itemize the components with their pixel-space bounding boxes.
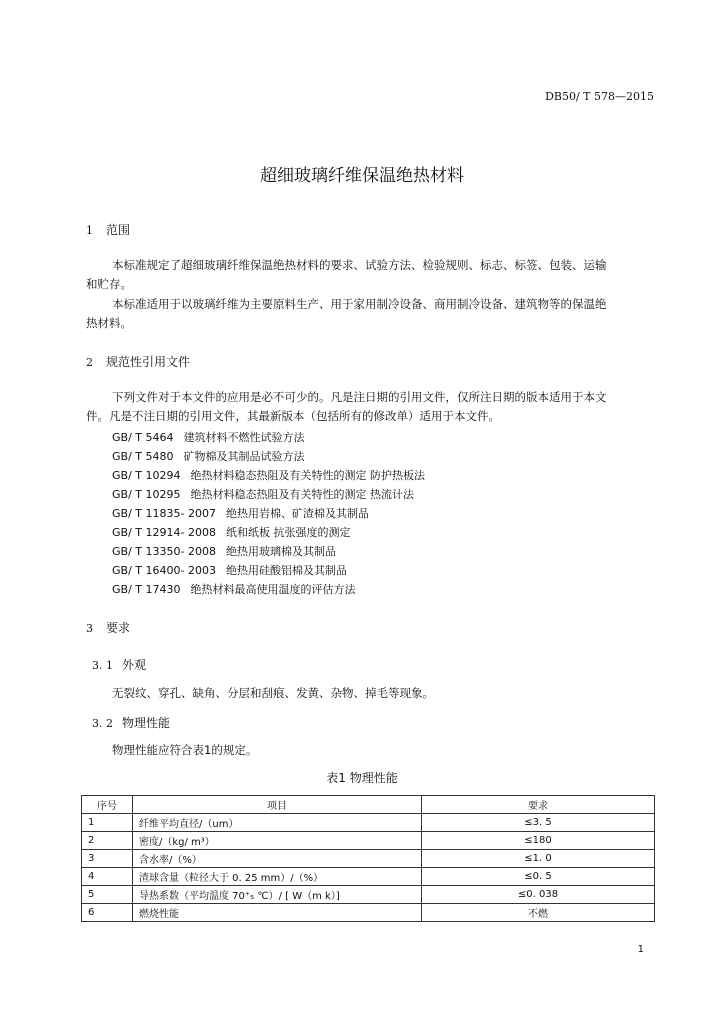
page-number: 1 xyxy=(637,944,644,955)
reference-item xyxy=(112,486,414,502)
section-1-heading xyxy=(86,221,130,238)
section-1-paragraph-1-line-1: 本标准规定了超细玻璃纤维保温绝热材料的要求、试验方法、检验规则、标志、标签、包装、运输 xyxy=(112,258,607,272)
table-cell: ≤1. 0 xyxy=(422,850,655,868)
reference-title: 绝热用玻璃棉及其制品 xyxy=(225,545,336,558)
table-row xyxy=(82,814,655,832)
section-1-paragraph-2-line-1: 本标准适用于以玻璃纤维为主要原料生产、用于家用制冷设备、商用制冷设备、建筑物等的保温绝 xyxy=(112,297,607,311)
table-cell: 渣球含量（粒径大于 0. 25 mm）/（%） xyxy=(133,868,422,886)
reference-code: GB/ T 11835- 2007 xyxy=(112,507,216,520)
reference-title: 矿物棉及其制品试验方法 xyxy=(183,450,305,463)
reference-item xyxy=(112,524,350,540)
section-title: 规范性引用文件 xyxy=(106,355,191,369)
table-cell: 纤维平均直径/（um） xyxy=(133,814,422,832)
reference-item xyxy=(112,467,425,483)
section-2-heading xyxy=(86,353,190,370)
reference-item xyxy=(112,448,304,464)
section-1-paragraph-1-line-2: 和贮存。 xyxy=(86,277,132,291)
table-cell: 3 xyxy=(82,850,133,868)
reference-code: GB/ T 16400- 2003 xyxy=(112,564,216,577)
reference-item xyxy=(112,429,304,445)
reference-item xyxy=(112,581,355,597)
section-1-paragraph-2-line-2: 热材料。 xyxy=(86,316,132,330)
header-cell: 序号 xyxy=(82,796,133,814)
section-3-heading xyxy=(86,619,130,636)
table-row xyxy=(82,868,655,886)
section-title: 要求 xyxy=(106,621,131,635)
reference-code: GB/ T 17430 xyxy=(112,583,181,596)
reference-item xyxy=(112,505,369,521)
table-row xyxy=(82,904,655,922)
section-number: 3 xyxy=(86,622,93,635)
table-cell: 不燃 xyxy=(422,904,655,922)
table-cell: ≤0. 038 xyxy=(422,886,655,904)
table-cell: 导热系数（平均温度 70⁺₅ ℃）/ [ W（m k）] xyxy=(133,886,422,904)
table-caption: 表1 物理性能 xyxy=(326,771,398,785)
reference-code: GB/ T 5464 xyxy=(112,431,174,444)
table-cell: 燃烧性能 xyxy=(133,904,422,922)
section-2-paragraph-line-1: 下列文件对于本文件的应用是必不可少的。凡是注日期的引用文件，仅所注日期的版本适用于本文 xyxy=(112,390,607,404)
reference-title: 绝热用硅酸铝棉及其制品 xyxy=(225,564,347,577)
reference-item xyxy=(112,543,336,559)
table-header-row xyxy=(82,796,655,814)
subsection-3-1-text: 无裂纹、穿孔、缺角、分层和刮痕、发黄、杂物、掉毛等现象。 xyxy=(112,686,434,700)
table-cell: 含水率/（%） xyxy=(133,850,422,868)
table-cell: ≤180 xyxy=(422,832,655,850)
header-cell: 项目 xyxy=(133,796,422,814)
section-number: 1 xyxy=(86,224,93,237)
reference-code: GB/ T 10295 xyxy=(112,488,181,501)
table-cell: ≤0. 5 xyxy=(422,868,655,886)
table-row xyxy=(82,850,655,868)
header-cell: 要求 xyxy=(422,796,655,814)
physical-properties-table xyxy=(81,795,655,922)
subsection-number: 3. 1 xyxy=(92,659,113,672)
reference-title: 纸和纸板 抗张强度的测定 xyxy=(225,526,351,539)
table-cell: 2 xyxy=(82,832,133,850)
table-cell: 4 xyxy=(82,868,133,886)
section-number: 2 xyxy=(86,356,93,369)
reference-title: 绝热材料稳态热阻及有关特性的测定 热流计法 xyxy=(190,488,414,501)
subsection-3-1-heading xyxy=(92,656,146,673)
table-cell: ≤3. 5 xyxy=(422,814,655,832)
reference-code: GB/ T 12914- 2008 xyxy=(112,526,216,539)
subsection-title: 外观 xyxy=(122,658,147,672)
subsection-3-2-text: 物理性能应符合表1的规定。 xyxy=(112,743,258,757)
reference-code: GB/ T 5480 xyxy=(112,450,174,463)
subsection-number: 3. 2 xyxy=(92,717,113,730)
reference-title: 绝热材料稳态热阻及有关特性的测定 防护热板法 xyxy=(190,469,425,482)
table-row xyxy=(82,832,655,850)
table-cell: 6 xyxy=(82,904,133,922)
table-row xyxy=(82,886,655,904)
reference-item xyxy=(112,562,347,578)
subsection-title: 物理性能 xyxy=(122,716,171,730)
reference-title: 绝热用岩棉、矿渣棉及其制品 xyxy=(225,507,369,520)
section-title: 范围 xyxy=(106,223,131,237)
document-code: DB50/ T 578—2015 xyxy=(545,90,654,103)
reference-code: GB/ T 13350- 2008 xyxy=(112,545,216,558)
table-cell: 密度/（kg/ m³） xyxy=(133,832,422,850)
reference-title: 绝热材料最高使用温度的评估方法 xyxy=(190,583,356,596)
table-cell: 1 xyxy=(82,814,133,832)
subsection-3-2-heading xyxy=(92,714,170,731)
reference-title: 建筑材料不燃性试验方法 xyxy=(183,431,305,444)
document-title: 超细玻璃纤维保温绝热材料 xyxy=(260,166,464,186)
table-cell: 5 xyxy=(82,886,133,904)
section-2-paragraph-line-2: 件。凡是不注日期的引用文件，其最新版本（包括所有的修改单）适用于本文件。 xyxy=(86,409,500,423)
reference-code: GB/ T 10294 xyxy=(112,469,181,482)
